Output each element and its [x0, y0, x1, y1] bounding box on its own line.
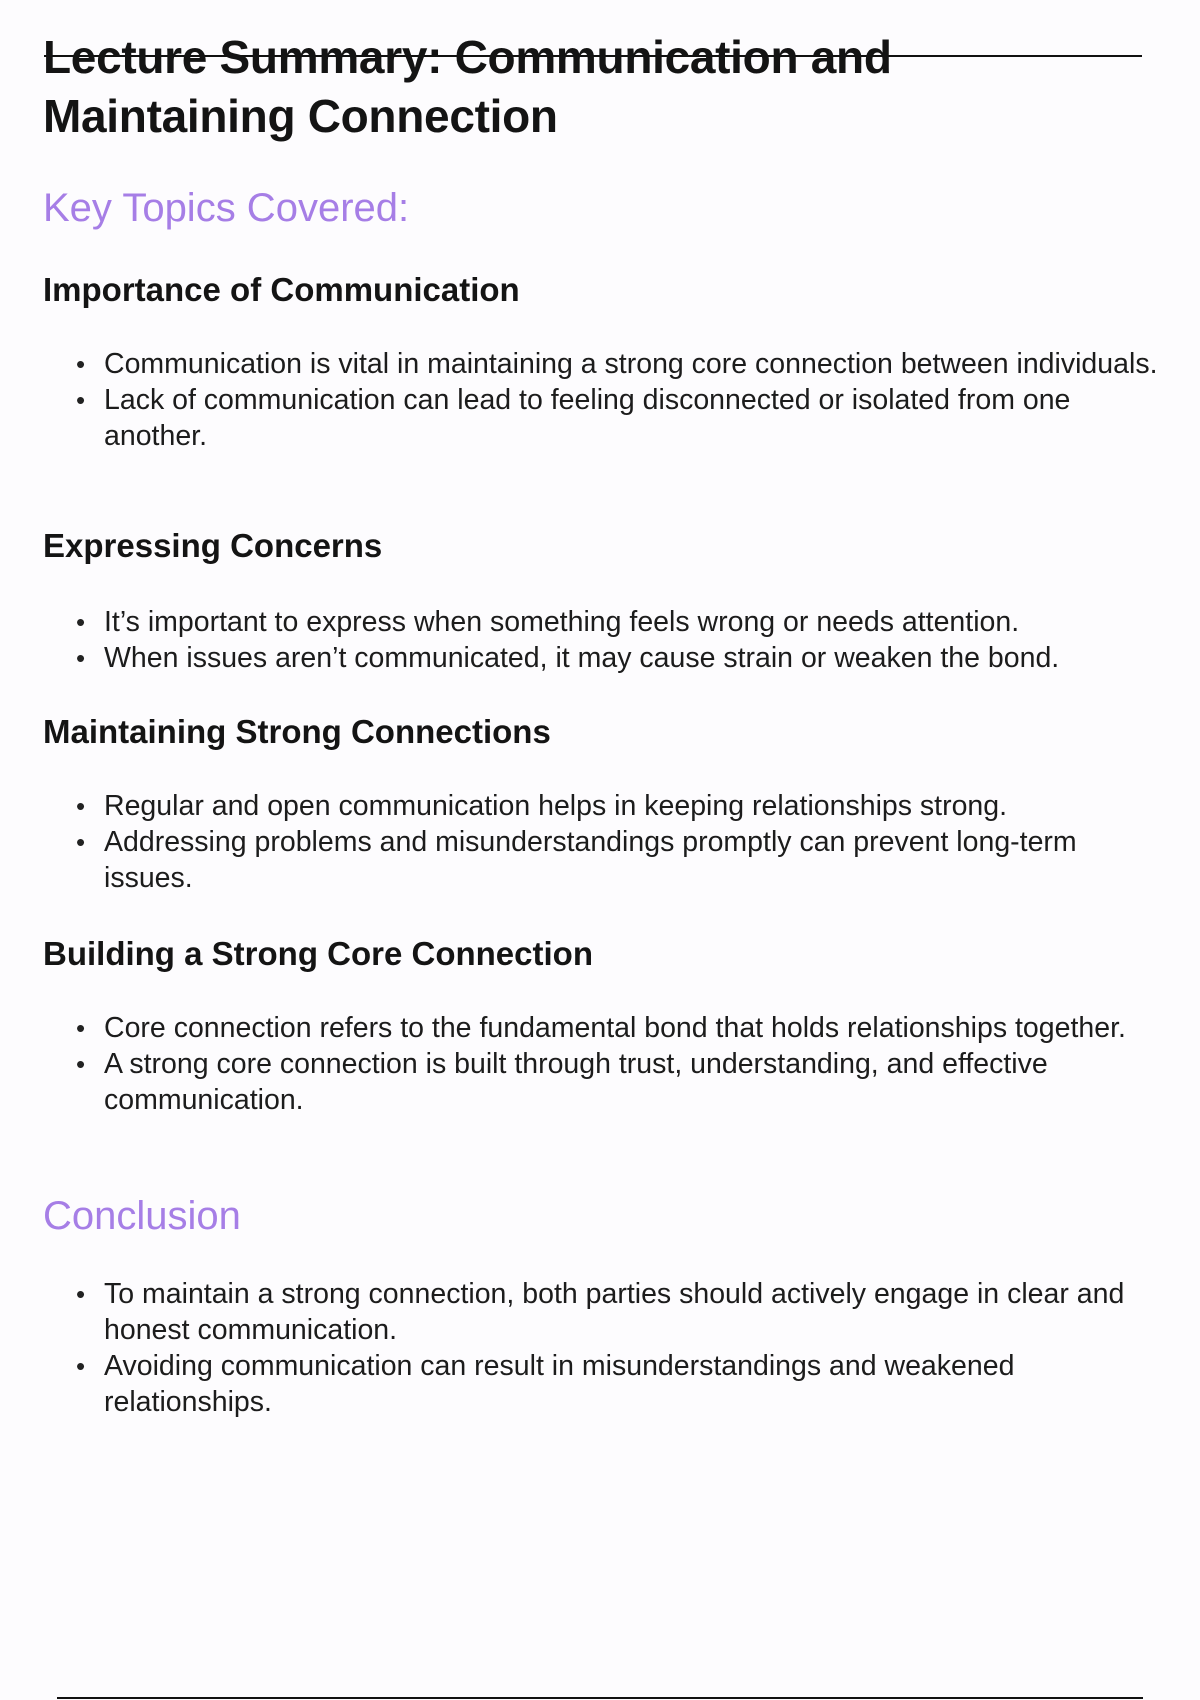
conclusion-bullet-list — [0, 1276, 1160, 1420]
document-title: Lecture Summary: Communication and Maintaining Connection — [43, 31, 892, 142]
bottom-divider — [57, 1697, 1143, 1699]
bullet-icon: • — [76, 1279, 86, 1309]
bullet-list — [0, 346, 1160, 454]
bullet-icon: • — [76, 385, 86, 415]
bullet-list — [0, 604, 1160, 676]
list-item — [0, 788, 1160, 824]
key-topics-heading: Key Topics Covered: — [43, 186, 410, 230]
bullet-icon: • — [76, 1013, 86, 1043]
list-item — [0, 824, 1160, 896]
list-item — [0, 640, 1160, 676]
bullet-icon: • — [76, 607, 86, 637]
list-item-text: Lack of communication can lead to feeling disconnected or isolated from one another. — [104, 384, 1071, 452]
list-item-text: It’s important to express when something feels wrong or needs attention. — [104, 606, 1020, 638]
topic-heading: Maintaining Strong Connections — [43, 713, 551, 750]
list-item-text: To maintain a strong connection, both parties should actively engage in clear and honest communication. — [104, 1278, 1125, 1346]
bullet-list — [0, 1010, 1160, 1118]
list-item — [0, 604, 1160, 640]
list-item — [0, 1348, 1160, 1420]
list-item-text: Communication is vital in maintaining a strong core connection between individuals. — [104, 348, 1158, 380]
list-item-text: Avoiding communication can result in misunderstandings and weakened relationships. — [104, 1350, 1015, 1418]
topic-heading: Expressing Concerns — [43, 527, 383, 564]
list-item-text: When issues aren’t communicated, it may cause strain or weaken the bond. — [104, 642, 1060, 674]
list-item-text: Regular and open communication helps in keeping relationships strong. — [104, 790, 1008, 822]
bullet-icon: • — [76, 1351, 86, 1381]
conclusion-heading: Conclusion — [43, 1194, 241, 1238]
bullet-icon: • — [76, 827, 86, 857]
bullet-icon: • — [76, 1049, 86, 1079]
bullet-icon: • — [76, 349, 86, 379]
list-item-text: Addressing problems and misunderstandings promptly can prevent long-term issues. — [104, 826, 1077, 894]
bullet-list — [0, 788, 1160, 896]
topic-heading: Importance of Communication — [43, 271, 520, 308]
list-item-text: A strong core connection is built through trust, understanding, and effective communication. — [104, 1048, 1048, 1116]
bullet-icon: • — [76, 643, 86, 673]
topic-heading: Building a Strong Core Connection — [43, 935, 593, 972]
list-item — [0, 1010, 1160, 1046]
list-item — [0, 382, 1160, 454]
bullet-icon: • — [76, 791, 86, 821]
list-item-text: Core connection refers to the fundamental bond that holds relationships together. — [104, 1012, 1126, 1044]
list-item — [0, 346, 1160, 382]
list-item — [0, 1046, 1160, 1118]
list-item — [0, 1276, 1160, 1348]
